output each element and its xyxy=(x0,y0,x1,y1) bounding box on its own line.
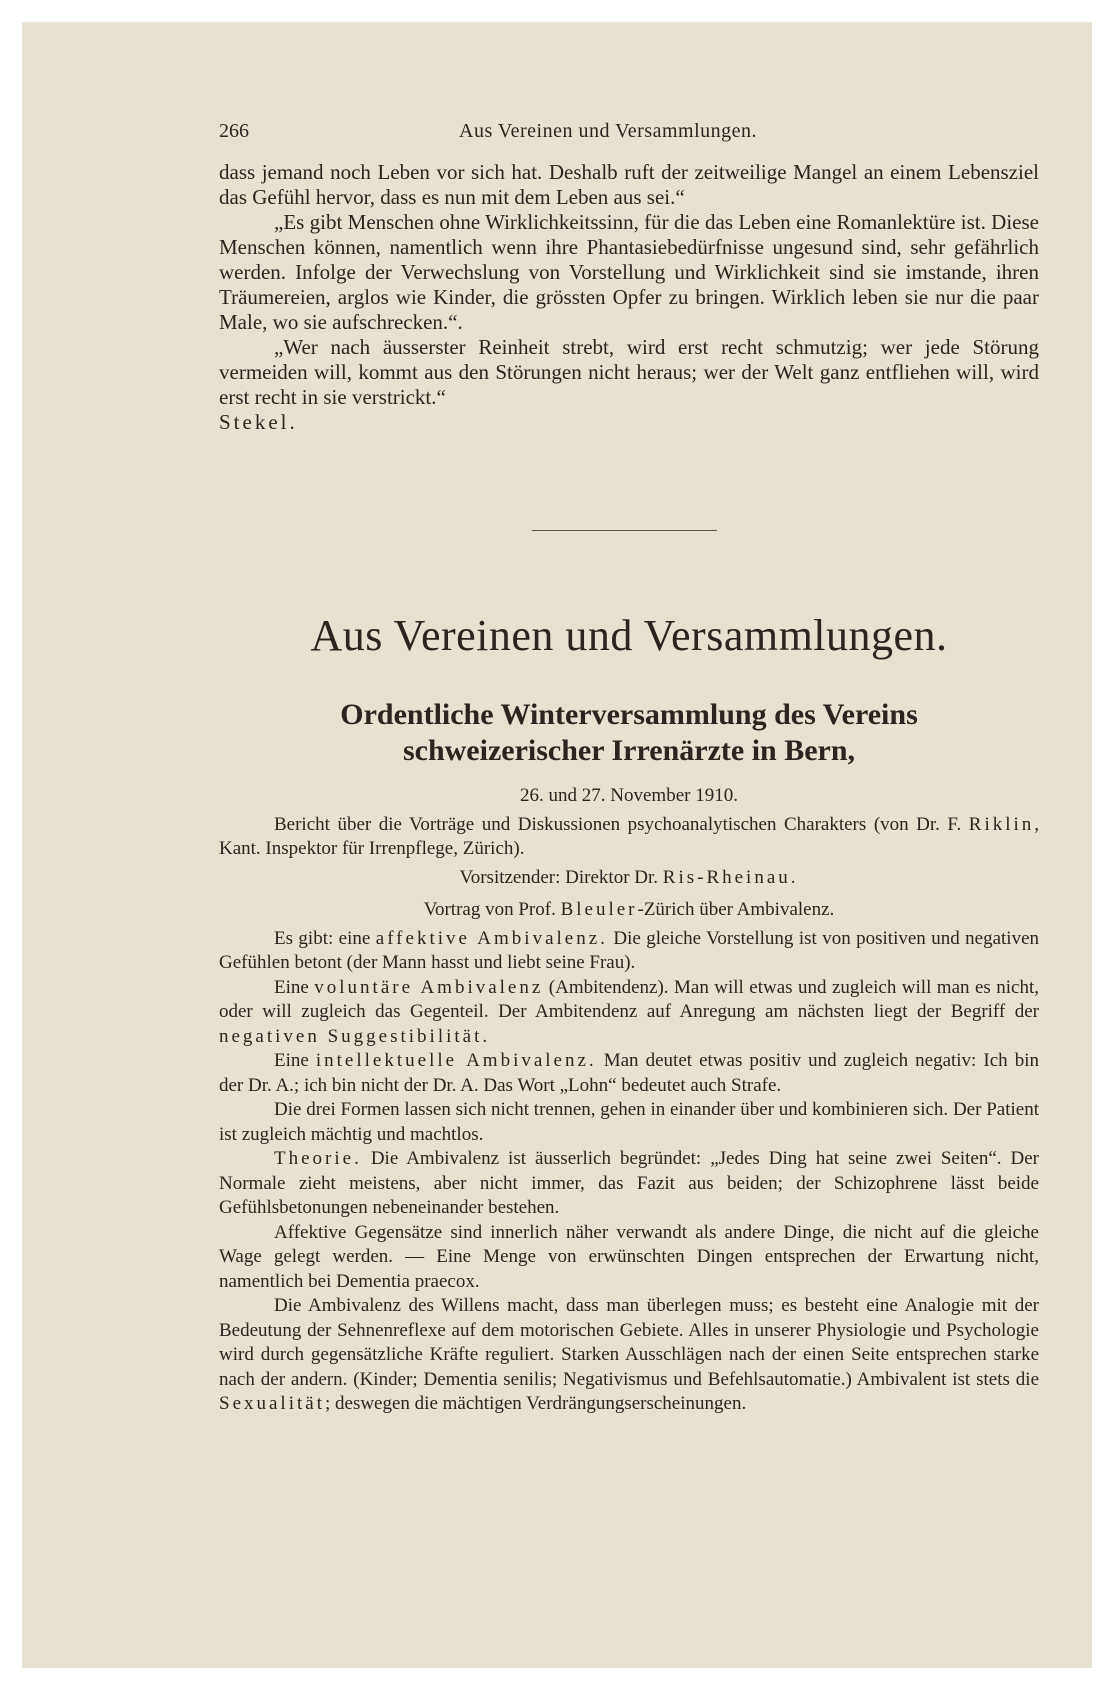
report-lead: Bericht über die Vorträge und Diskussionen psychoanalytischen Charakters xyxy=(274,813,867,835)
running-head xyxy=(219,120,1039,150)
meeting-date: 26. und 27. November 1910. xyxy=(520,785,738,806)
report-by-suffix: , Kant. Inspektor für Irrenpflege, Zürich). xyxy=(219,813,1040,859)
talk-line xyxy=(219,898,1039,923)
chair-line xyxy=(219,866,1039,891)
paragraph xyxy=(219,1049,1039,1098)
emphasis: intellektuelle Ambivalenz. xyxy=(315,1050,597,1071)
report-body xyxy=(219,784,1039,1417)
previous-article-text xyxy=(219,160,1039,435)
chair-label: Vorsitzender: Direktor Dr. xyxy=(459,866,663,888)
paragraph: Affektive Gegensätze sind innerlich näher verwandt als andere Dinge, die nicht auf die gleiche Wage gelegt werden. — Eine Menge von erwünschten Dingen entsprechen der Erwartung nicht, namentlich bei Dementia praecox. xyxy=(219,1221,1039,1292)
section-divider xyxy=(532,530,717,531)
talk-label: Vortrag von Prof. xyxy=(423,899,561,920)
text-run: Man deutet etwas positiv und zugleich negativ: Ich bin der Dr. A.; ich bin nicht der Dr. A. Das Wort „Lohn“ bedeutet auch Strafe. xyxy=(219,1050,1039,1096)
paragraph xyxy=(219,927,1039,976)
reporter-name: Riklin xyxy=(968,813,1035,835)
scanned-page xyxy=(22,22,1092,1668)
text-run: Eine xyxy=(274,1050,316,1071)
talk-topic: -Zürich über Ambivalenz. xyxy=(637,899,835,920)
emphasis: Theorie. xyxy=(274,1148,362,1169)
paragraph: „Wer nach äusserster Reinheit strebt, wird erst recht schmutzig; wer jede Störung vermeiden will, kommt aus den Störungen nicht heraus; wer der Welt ganz entfliehen will, wird erst recht in sie verstrickt.“ xyxy=(219,335,1039,409)
report-by: (von Dr. F. xyxy=(873,813,969,835)
text-run: Eine xyxy=(274,976,315,998)
speaker-name: Bleuler xyxy=(560,899,638,920)
text-run: (Ambitendenz). Man will etwas und zugleich will man es nicht, oder will zugleich das Gegenteil. Der Ambitendenz auf Anregung am nächsten liegt der Begriff der xyxy=(219,976,1039,1022)
emphasis: negativen Suggestibilität. xyxy=(219,1025,491,1047)
text-run: Die gleiche Vorstellung ist von positiven und negativen Gefühlen betont (der Mann hasst und liebt seine Frau). xyxy=(219,927,1039,973)
text-run: ; deswegen die mächtigen Verdrängungserscheinungen. xyxy=(324,1393,747,1414)
emphasis: affektive Ambivalenz. xyxy=(375,927,608,949)
meeting-title-line: schweizerischer Irrenärzte in Bern, xyxy=(402,734,856,767)
report-intro xyxy=(219,813,1039,862)
paragraph xyxy=(219,1294,1039,1417)
page-number: 266 xyxy=(219,120,249,142)
paragraph xyxy=(219,976,1039,1050)
text-run: Die Ambivalenz ist äusserlich begründet: „Jedes Ding hat seine zwei Seiten“. Der Normale zieht meistens, aber nicht immer, das Fazit aus beiden; der Schizophrene lässt beide Gefühlsbetonungen nebeneinander bestehen. xyxy=(219,1148,1039,1218)
emphasis: voluntäre Ambivalenz xyxy=(314,976,544,998)
emphasis: Sexualität xyxy=(219,1393,325,1414)
chair-name: Ris-Rheinau. xyxy=(662,866,799,888)
paragraph xyxy=(219,1147,1039,1221)
author-signature: Stekel. xyxy=(219,410,298,434)
meeting-title-line: Ordentliche Winterversammlung des Vereins xyxy=(340,698,918,731)
paragraph: dass jemand noch Leben vor sich hat. Deshalb ruft der zeitweilige Mangel an einem Lebensziel das Gefühl hervor, dass es nun mit dem Leben aus sei.“ xyxy=(219,160,1039,209)
text-run: Die Ambivalenz des Willens macht, dass man überlegen muss; es besteht eine Analogie mit der Bedeutung der Sehnenreflexe auf dem motorischen Gebiete. Alles in unserer Physiologie und Psychologie wird durch gegensätzliche Kräfte reguliert. Starken Ausschlägen nach der einen Seite entsprechen starke nach der andern. (Kinder; Dementia senilis; Negativismus und Befehlsautomatie.) Ambivalent ist stets die xyxy=(219,1295,1039,1390)
running-title: Aus Vereinen und Versammlungen. xyxy=(459,120,758,142)
text-run: Es gibt: eine xyxy=(274,927,376,949)
paragraph: Die drei Formen lassen sich nicht trennen, gehen in einander über und kombinieren sich. Der Patient ist zugleich mächtig und machtlos. xyxy=(219,1099,1039,1145)
paragraph: „Es gibt Menschen ohne Wirklichkeitssinn, für die das Leben eine Romanlektüre ist. Diese Menschen können, namentlich wenn ihre Phantasiebedürfnisse ungesund sind, sehr gefährlich werden. Infolge der Verwechslung von Vorstellung und Wirklichkeit sind sie imstande, ihren Träumereien, arglos wie Kinder, die grössten Opfer zu bringen. Wirklich leben sie nur die paar Male, wo sie aufschrecken.“. xyxy=(219,210,1039,334)
meeting-title xyxy=(219,697,1039,769)
section-title: Aus Vereinen und Versammlungen. xyxy=(310,611,948,660)
